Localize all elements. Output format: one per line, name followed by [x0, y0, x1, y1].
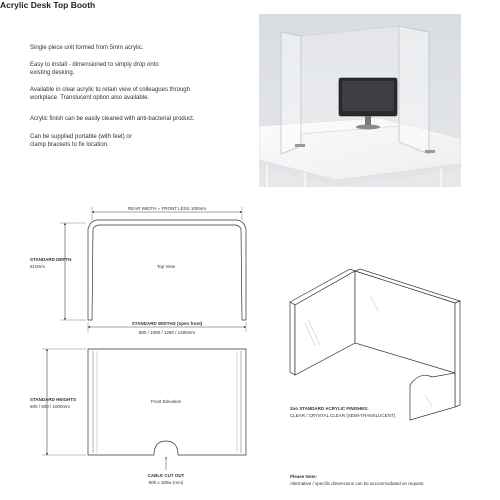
standard-heights-value: 600 / 800 / 1000mm: [30, 404, 71, 409]
cable-cutout-label: CABLE CUT OUT: [147, 473, 185, 478]
description-line: Acrylic finish can be easily cleaned with anti-bacterial product.: [30, 116, 195, 122]
description-line: Single piece unit formed from 5mm acrylic.: [30, 45, 144, 51]
description-line: existing desking.: [30, 70, 75, 76]
product-photo: [259, 14, 461, 187]
standard-depth-label: STANDARD DEPTH: [30, 257, 72, 262]
rear-width-label: REAR WIDTH = FRONT LESS 100mm: [127, 206, 207, 211]
front-elevation-label: Front Elevation: [150, 399, 182, 404]
standard-widths-label: STANDARD WIDTHS (open front): [131, 321, 203, 326]
top-view-drawing: [30, 206, 246, 335]
description-paragraph-3: [30, 86, 250, 102]
description-line: Available in clear acrylic to retain view of colleagues through: [30, 87, 190, 93]
front-elevation-drawing: [30, 349, 246, 485]
finishes-values: CLEAR / CRYSTAL CLEAR (SEMI-TRANSLUCENT): [290, 413, 396, 418]
technical-drawing: [0, 195, 500, 500]
description-line: Can be supplied portable (with feet) or: [30, 134, 132, 140]
description-paragraph-1: [30, 44, 250, 52]
description-paragraph-4: [30, 115, 250, 123]
standard-widths-value: 880 / 1080 / 1280 / 1480mm: [138, 330, 196, 335]
cable-cutout-value: 80h x 180w (mm): [148, 480, 184, 485]
description-paragraph-2: [30, 61, 250, 77]
description-line: clamp brackets to fix location.: [30, 142, 109, 148]
isometric-drawing: [290, 269, 460, 420]
top-view-label: Top View: [156, 264, 176, 269]
description-line: Easy to install - dimensioned to simply drop onto: [30, 62, 159, 68]
description-line: workplace. Translucent option also available.: [30, 95, 150, 101]
note-text: Alternative / specific dimensions can be accommodated on request.: [290, 481, 425, 486]
standard-depth-value: 810mm: [30, 264, 46, 269]
description-paragraph-5: [30, 133, 250, 149]
note-title: Please Note:: [290, 474, 318, 479]
standard-heights-label: STANDARD HEIGHTS: [30, 397, 77, 402]
page-title: Acrylic Desk Top Booth: [0, 0, 96, 10]
finishes-title: 2no STANDARD ACRYLIC FINISHES:: [290, 406, 369, 411]
